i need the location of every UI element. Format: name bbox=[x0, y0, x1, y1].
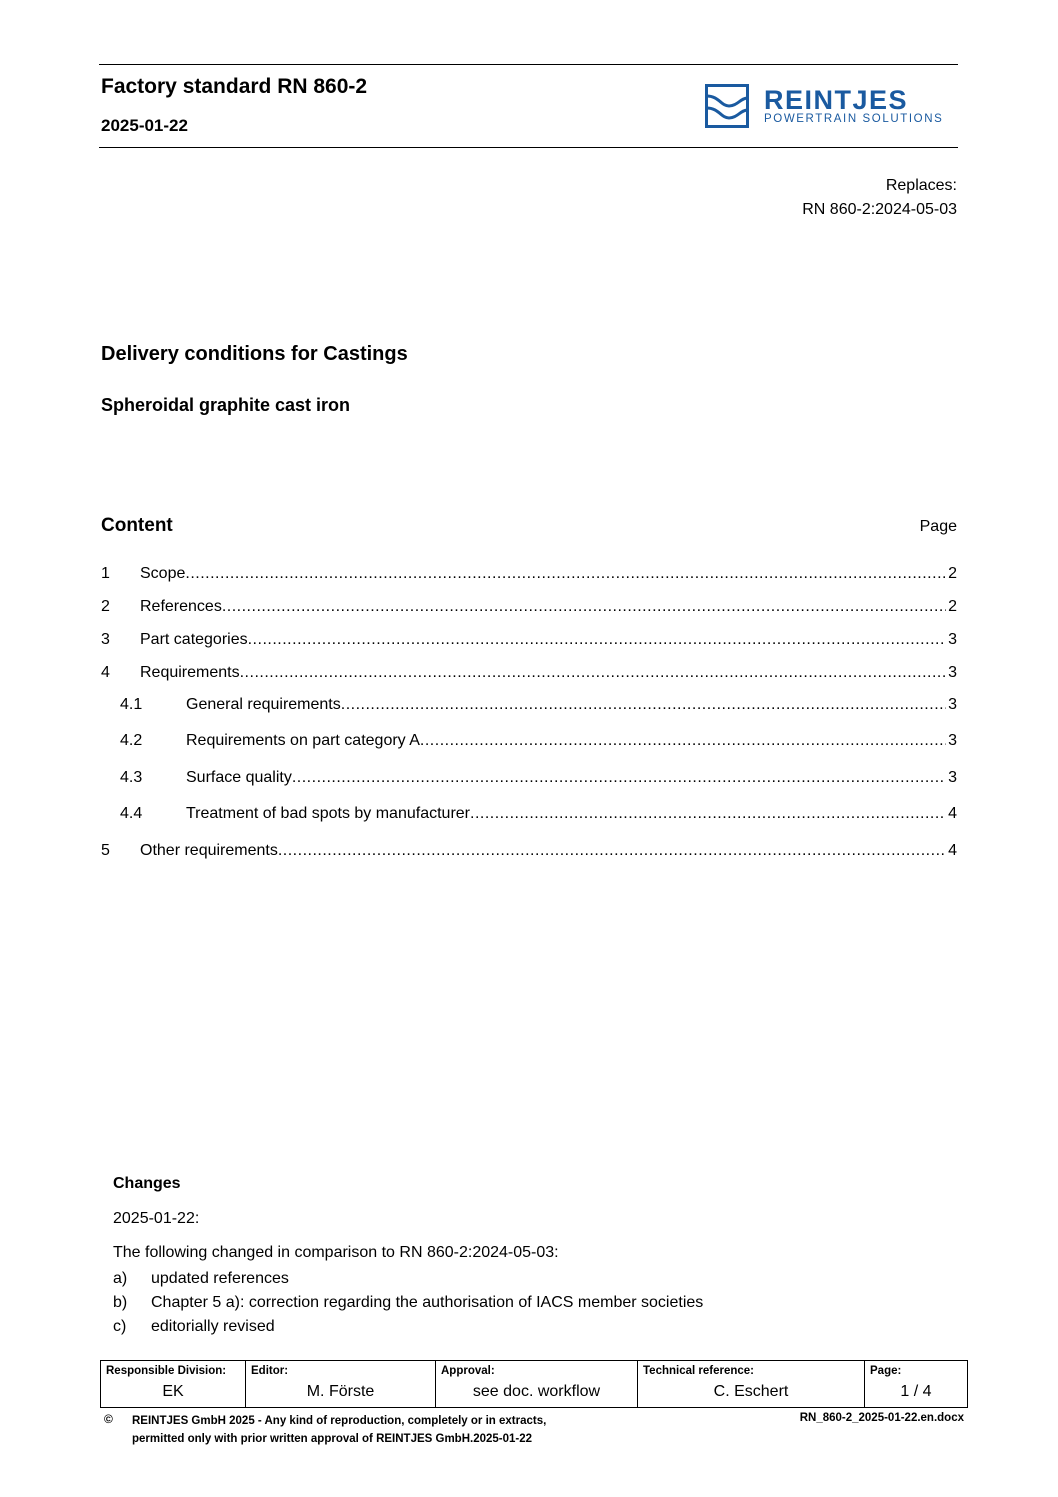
toc-entry-label: Requirements bbox=[140, 664, 240, 681]
toc-entry-page: 3 bbox=[948, 732, 957, 749]
company-logo bbox=[704, 84, 960, 130]
toc-dot-leader bbox=[240, 662, 946, 684]
toc-entry-label: References bbox=[140, 598, 222, 615]
toc-entry-number: 3 bbox=[101, 631, 110, 648]
toc-entry[interactable] bbox=[101, 596, 957, 618]
footer-cell-value: M. Förste bbox=[306, 1383, 375, 1400]
toc-dot-leader bbox=[248, 629, 946, 651]
toc-entry-label: Other requirements bbox=[140, 842, 278, 859]
toc-entry[interactable] bbox=[101, 662, 957, 684]
changes-item-text: updated references bbox=[151, 1270, 289, 1287]
footer-cell-division bbox=[101, 1361, 246, 1407]
footer-cell-value: see doc. workflow bbox=[472, 1383, 601, 1400]
footer-cell-caption: Page: bbox=[870, 1365, 902, 1377]
changes-item-text: editorially revised bbox=[151, 1318, 275, 1335]
footer-cell-page bbox=[865, 1361, 967, 1407]
footer-cell-value: EK bbox=[162, 1383, 184, 1400]
toc-dot-leader bbox=[292, 767, 946, 789]
changes-item-letter: c) bbox=[113, 1318, 127, 1335]
changes-item-letter: a) bbox=[113, 1270, 128, 1287]
footer-cell-caption: Editor: bbox=[251, 1365, 289, 1377]
toc-dot-leader bbox=[222, 596, 946, 618]
toc-entry[interactable] bbox=[101, 803, 957, 825]
footer-cell-value: C. Eschert bbox=[713, 1383, 789, 1400]
copyright-line: REINTJES GmbH 2025 - Any kind of reproduction, completely or in extracts, bbox=[132, 1415, 547, 1427]
toc-entry-label: Scope bbox=[140, 565, 186, 582]
footer-cell-approval bbox=[436, 1361, 638, 1407]
toc-entry-number: 1 bbox=[101, 565, 110, 582]
document-title: Delivery conditions for Castings bbox=[101, 343, 408, 365]
toc-entry-label: Part categories bbox=[140, 631, 248, 648]
toc-entry-number: 5 bbox=[101, 842, 110, 859]
changes-list-item bbox=[113, 1268, 289, 1290]
toc-entry-number: 4 bbox=[101, 664, 110, 681]
changes-list-item bbox=[113, 1292, 703, 1314]
toc-entry-number: 4.4 bbox=[120, 805, 143, 822]
toc-entry-page: 4 bbox=[948, 805, 957, 822]
toc-dot-leader bbox=[470, 803, 946, 825]
changes-date: 2025-01-22: bbox=[113, 1210, 200, 1227]
toc-entry-number: 4.1 bbox=[120, 696, 143, 713]
footer-cell-caption: Technical reference: bbox=[643, 1365, 755, 1377]
document-filename: RN_860-2_2025-01-22.en.docx bbox=[799, 1412, 964, 1424]
toc-entry[interactable] bbox=[101, 629, 957, 651]
toc-entry-page: 2 bbox=[948, 565, 957, 582]
toc-entry-page: 3 bbox=[948, 631, 957, 648]
replaces-label: Replaces: bbox=[885, 177, 957, 194]
toc-entry-page: 3 bbox=[948, 664, 957, 681]
footer-info-table bbox=[100, 1360, 968, 1408]
toc-dot-leader bbox=[420, 730, 946, 752]
changes-heading: Changes bbox=[113, 1175, 181, 1192]
toc-entry-page: 3 bbox=[948, 769, 957, 786]
toc-entry[interactable] bbox=[101, 730, 957, 752]
copyright-notice bbox=[132, 1412, 546, 1448]
copyright-line: permitted only with prior written approval of REINTJES GmbH.2025-01-22 bbox=[132, 1433, 533, 1445]
toc-entry-label: General requirements bbox=[186, 696, 341, 713]
header-bottom-rule bbox=[99, 147, 958, 148]
toc-heading: Content bbox=[101, 515, 173, 536]
toc-entry-label: Surface quality bbox=[186, 769, 292, 786]
toc-entry[interactable] bbox=[101, 767, 957, 789]
toc-entry-label: Treatment of bad spots by manufacturer bbox=[186, 805, 470, 822]
toc-entry[interactable] bbox=[101, 563, 957, 585]
toc-entry-number: 4.2 bbox=[120, 732, 143, 749]
logo-tagline: POWERTRAIN SOLUTIONS bbox=[764, 113, 944, 125]
toc-dot-leader bbox=[341, 694, 946, 716]
standard-date: 2025-01-22 bbox=[101, 116, 188, 135]
toc-entry[interactable] bbox=[101, 694, 957, 716]
toc-entry-page: 3 bbox=[948, 696, 957, 713]
footer-cell-technical-reference bbox=[638, 1361, 865, 1407]
toc-entry-label: Requirements on part category A bbox=[186, 732, 420, 749]
standard-title: Factory standard RN 860-2 bbox=[101, 75, 368, 98]
logo-wordmark: REINTJES bbox=[764, 85, 909, 115]
toc-page-label: Page bbox=[919, 518, 957, 535]
replaces-block bbox=[802, 174, 957, 222]
changes-item-text: Chapter 5 a): correction regarding the authorisation of IACS member societies bbox=[151, 1294, 704, 1311]
toc-entry[interactable] bbox=[101, 840, 957, 862]
footer-cell-value: 1 / 4 bbox=[900, 1383, 932, 1400]
changes-intro: The following changed in comparison to RN 860-2:2024-05-03: bbox=[113, 1244, 559, 1261]
toc-entry-number: 2 bbox=[101, 598, 110, 615]
changes-item-letter: b) bbox=[113, 1294, 128, 1311]
logo-mark-icon bbox=[705, 84, 749, 128]
header-top-rule bbox=[99, 64, 958, 65]
changes-list-item bbox=[113, 1316, 275, 1338]
copyright-symbol: © bbox=[104, 1412, 113, 1426]
footer-cell-caption: Approval: bbox=[441, 1365, 495, 1377]
toc-entry-page: 4 bbox=[948, 842, 957, 859]
footer-cell-editor bbox=[246, 1361, 436, 1407]
document-subtitle: Spheroidal graphite cast iron bbox=[101, 395, 351, 415]
toc-entry-page: 2 bbox=[948, 598, 957, 615]
toc-entry-number: 4.3 bbox=[120, 769, 143, 786]
toc-dot-leader bbox=[185, 563, 946, 585]
replaces-value: RN 860-2:2024-05-03 bbox=[802, 201, 957, 218]
footer-cell-caption: Responsible Division: bbox=[106, 1365, 227, 1377]
toc-dot-leader bbox=[278, 840, 946, 862]
